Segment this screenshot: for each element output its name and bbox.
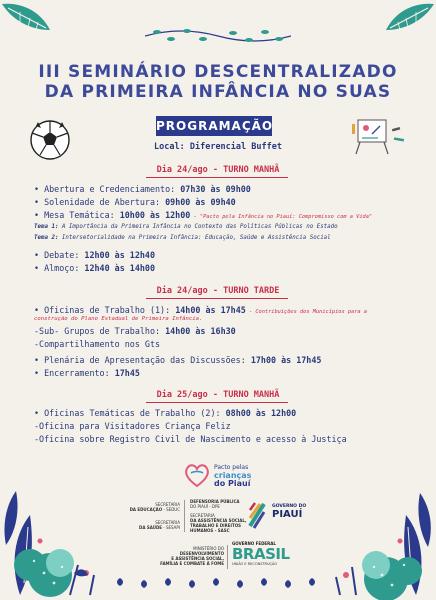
logo-sasc: SECRETARIA DA ASSISTÊNCIA SOCIAL, TRABALHO E DIREITOS HUMANOS - SASC bbox=[190, 513, 247, 533]
logo-gov-federal: GOVERNO FEDERAL BRASIL UNIÃO E RECONSTRUÇÃO bbox=[232, 541, 290, 566]
agenda-item-mesa-tematica: • Mesa Temática: 10h00 às 12h00 - "Pacto pela Infância no Piauí: Compromisso com a Vida" bbox=[34, 210, 373, 220]
pacto-heart-icon bbox=[182, 462, 212, 488]
title-line-2: DA PRIMEIRA INFÂNCIA NO SUAS bbox=[44, 82, 392, 102]
day1-afternoon-heading: Dia 24/ago - TURNO TARDE bbox=[156, 286, 280, 296]
leaf-decoration-top-left bbox=[0, 0, 60, 50]
soccer-ball-icon bbox=[28, 118, 72, 162]
tema-2: Tema 2: Intersetorialidade na Primeira Infância: Educação, Saúde e Assistência Social bbox=[34, 235, 331, 241]
agenda-item-oficinas-2: • Oficinas Temáticas de Trabalho (2): 08h00 às 12h00 bbox=[34, 408, 297, 418]
logo-defensoria: DEFENSORIA PÚBLICA DO PIAUÍ - DPE bbox=[190, 499, 240, 509]
logo-gov-piaui: GOVERNO DO PIAUÍ bbox=[272, 504, 307, 520]
agenda-item-oficinas-1: • Oficinas de Trabalho (1): 14h00 às 17h45 - Contribuições dos Municípios para a bbox=[34, 305, 367, 315]
divider bbox=[184, 500, 185, 532]
plant-decoration-bottom-right bbox=[316, 455, 436, 600]
agenda-item-encerramento: • Encerramento: 17h45 bbox=[34, 368, 140, 378]
page-title bbox=[0, 62, 436, 102]
title-line-1: III SEMINÁRIO DESCENTRALIZADO bbox=[38, 62, 398, 82]
plant-decoration-bottom-left bbox=[0, 455, 120, 600]
agenda-item-debate: • Debate: 12h00 às 12h40 bbox=[34, 250, 156, 260]
agenda-item-plenaria: • Plenária de Apresentação das Discussões: 17h00 às 17h45 bbox=[34, 355, 322, 365]
pacto-logo-text: Pacto pelas crianças do Piauí bbox=[214, 464, 252, 488]
agenda-item-oficina-visitadores: -Oficina para Visitadores Criança Feliz bbox=[34, 421, 231, 431]
divider bbox=[146, 177, 288, 178]
logo-seduc: SECRETARIA DA EDUCAÇÃO - SEDUC bbox=[129, 502, 180, 512]
program-banner: PROGRAMAÇÃO bbox=[156, 116, 272, 136]
piaui-flag-icon bbox=[246, 500, 268, 530]
logo-sesapi: SECRETARIA DA SAÚDE - SESAPI bbox=[139, 520, 180, 530]
agenda-item-almoco: • Almoço: 12h40 às 14h00 bbox=[34, 263, 156, 273]
day1-morning-heading: Dia 24/ago - TURNO MANHÃ bbox=[156, 165, 280, 175]
agenda-item-abertura: • Abertura e Credenciamento: 07h30 às 09h00 bbox=[34, 184, 251, 194]
divider bbox=[146, 298, 288, 299]
agenda-item-compartilhamento: -Compartilhamento nos Gts bbox=[34, 339, 161, 349]
divider bbox=[227, 545, 228, 569]
agenda-item-subgrupos: -Sub- Grupos de Trabalho: 14h00 às 16h30 bbox=[34, 326, 236, 336]
tema-1: Tema 1: A Importância da Primeira Infância no Contexto das Políticas Públicas no Estado bbox=[34, 224, 338, 230]
flower-border-bottom bbox=[110, 576, 326, 600]
leaf-decoration-top-right bbox=[376, 0, 436, 50]
divider bbox=[146, 402, 288, 403]
oficinas-note: construção do Plano Estadual de Primeira Infância. bbox=[34, 316, 203, 322]
agenda-item-oficina-registro: -Oficina sobre Registro Civil de Nascimento e acesso à Justiça bbox=[34, 434, 347, 444]
venue-label: Local: Diferencial Buffet bbox=[154, 142, 282, 152]
logo-ministerio: MINISTÉRIO DO DESENVOLVIMENTO E ASSISTÊNCIA SOCIAL, FAMÍLIA E COMBATE À FOME bbox=[160, 546, 224, 566]
vine-decoration bbox=[145, 26, 291, 46]
day2-morning-heading: Dia 25/ago - TURNO MANHÃ bbox=[156, 390, 280, 400]
agenda-item-solenidade: • Solenidade de Abertura: 09h00 às 09h40 bbox=[34, 197, 236, 207]
